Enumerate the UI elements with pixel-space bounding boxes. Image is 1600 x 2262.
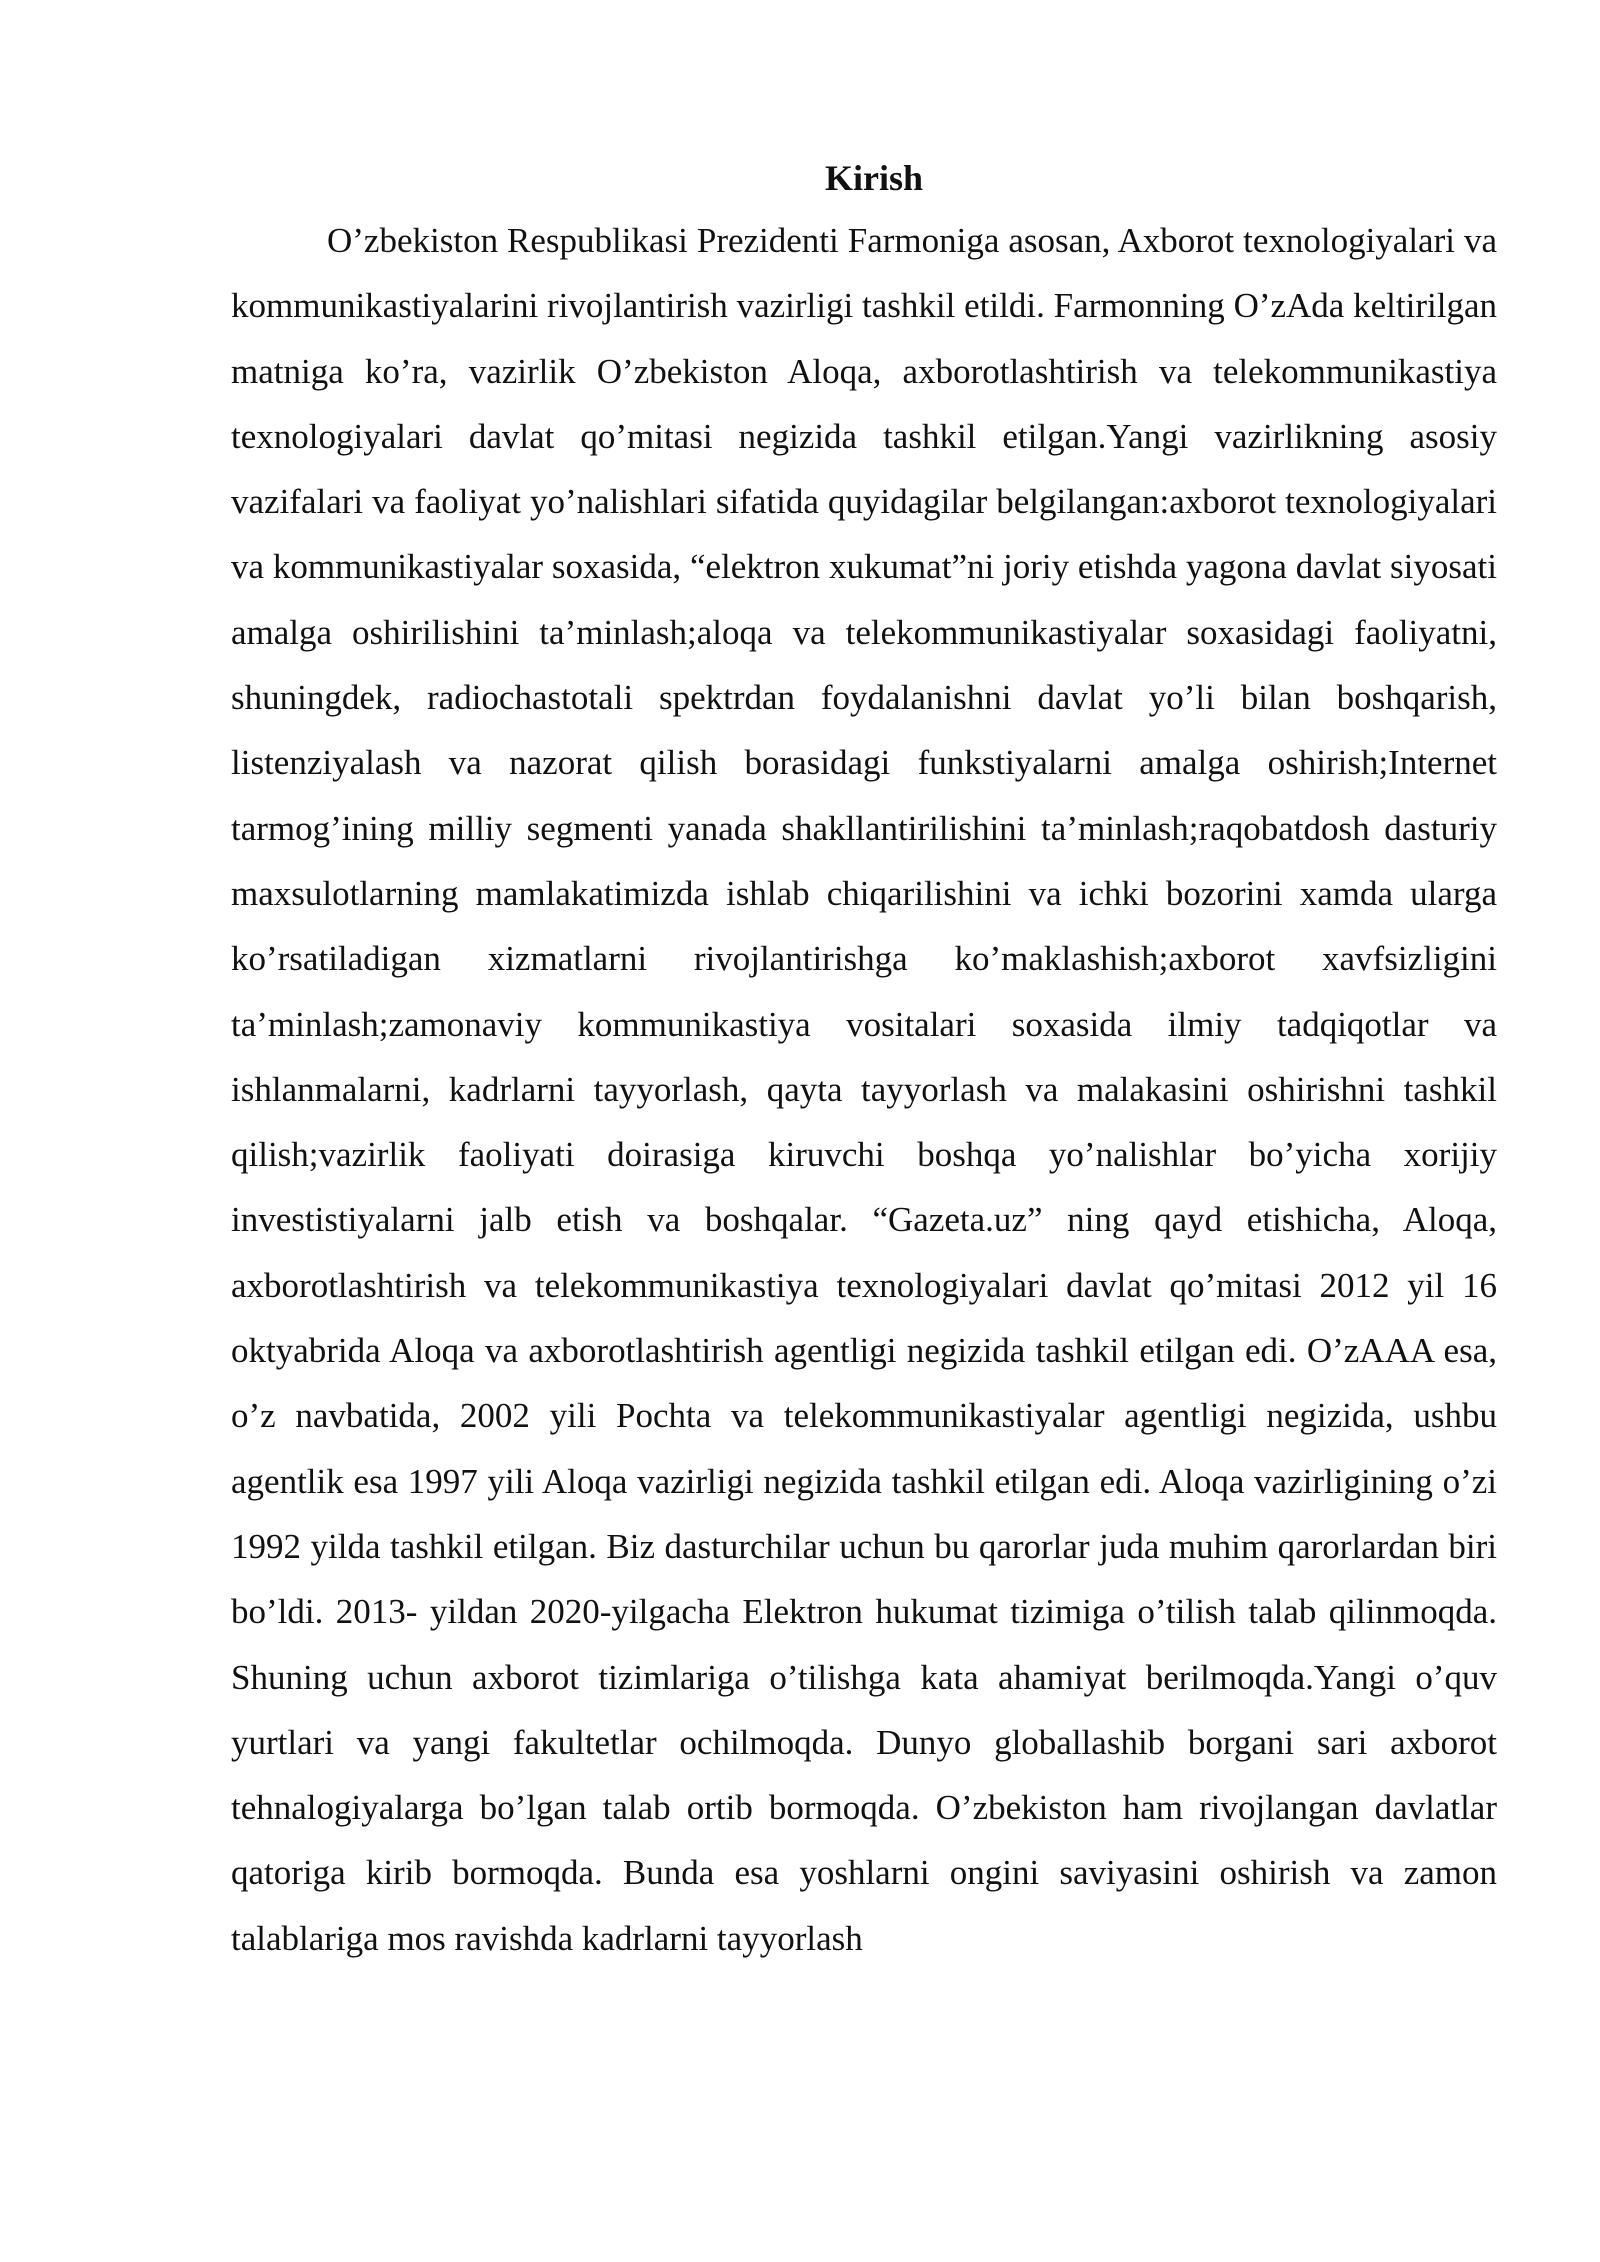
document-content <box>231 148 1497 1971</box>
body-paragraph: O’zbekiston Respublikasi Prezidenti Farmoniga asosan, Axborot texnologiyalari va kommunikastiyalarini rivojlantirish vazirligi tashkil etildi. Farmonning O’zAda keltirilgan matniga ko’ra, vazirlik O’zbekiston Aloqa, axborotlashtirish va telekommunikastiya texnologiyalari davlat qo’mitasi negizida tashkil etilgan.Yangi vazirlikning asosiy vazifalari va faoliyat yo’nalishlari sifatida quyidagilar belgilangan:axborot texnologiyalari va kommunikastiyalar soxasida, “elektron xukumat”ni joriy etishda yagona davlat siyosati amalga oshirilishini ta’minlash;aloqa va telekommunikastiyalar soxasidagi faoliyatni, shuningdek, radiochastotali spektrdan foydalanishni davlat yo’li bilan boshqarish, listenziyalash va nazorat qilish borasidagi funkstiyalarni amalga oshirish;Internet tarmog’ining milliy segmenti yanada shakllantirilishini ta’minlash;raqobatdosh dasturiy maxsulotlarning mamlakatimizda ishlab chiqarilishini va ichki bozorini xamda ularga ko’rsatiladigan xizmatlarni rivojlantirishga ko’maklashish;axborot xavfsizligini ta’minlash;zamonaviy kommunikastiya vositalari soxasida ilmiy tadqiqotlar va ishlanmalarni, kadrlarni tayyorlash, qayta tayyorlash va malakasini oshirishni tashkil qilish;vazirlik faoliyati doirasiga kiruvchi boshqa yo’nalishlar bo’yicha xorijiy investistiyalarni jalb etish va boshqalar. “Gazeta.uz” ning qayd etishicha, Aloqa, axborotlashtirish va telekommunikastiya texnologiyalari davlat qo’mitasi 2012 yil 16 oktyabrida Aloqa va axborotlashtirish agentligi negizida tashkil etilgan edi. O’zAAA esa, o’z navbatida, 2002 yili Pochta va telekommunikastiyalar agentligi negizida, ushbu agentlik esa 1997 yili Aloqa vazirligi negizida tashkil etilgan edi. Aloqa vazirligining o’zi 1992 yilda tashkil etilgan. Biz dasturchilar uchun bu qarorlar juda muhim qarorlardan biri bo’ldi. 2013- yildan 2020-yilgacha Elektron hukumat tizimiga o’tilish talab qilinmoqda. Shuning uchun axborot tizimlariga o’tilishga kata ahamiyat berilmoqda.Yangi o’quv yurtlari va yangi fakultetlar ochilmoqda. Dunyo globallashib borgani sari axborot tehnalogiyalarga bo’lgan talab ortib bormoqda. O’zbekiston ham rivojlangan davlatlar qatoriga kirib bormoqda. Bunda esa yoshlarni ongini saviyasini oshirish va zamon talablariga mos ravishda kadrlarni tayyorlash <box>231 221 1497 1958</box>
section-title: Kirish <box>824 158 923 198</box>
